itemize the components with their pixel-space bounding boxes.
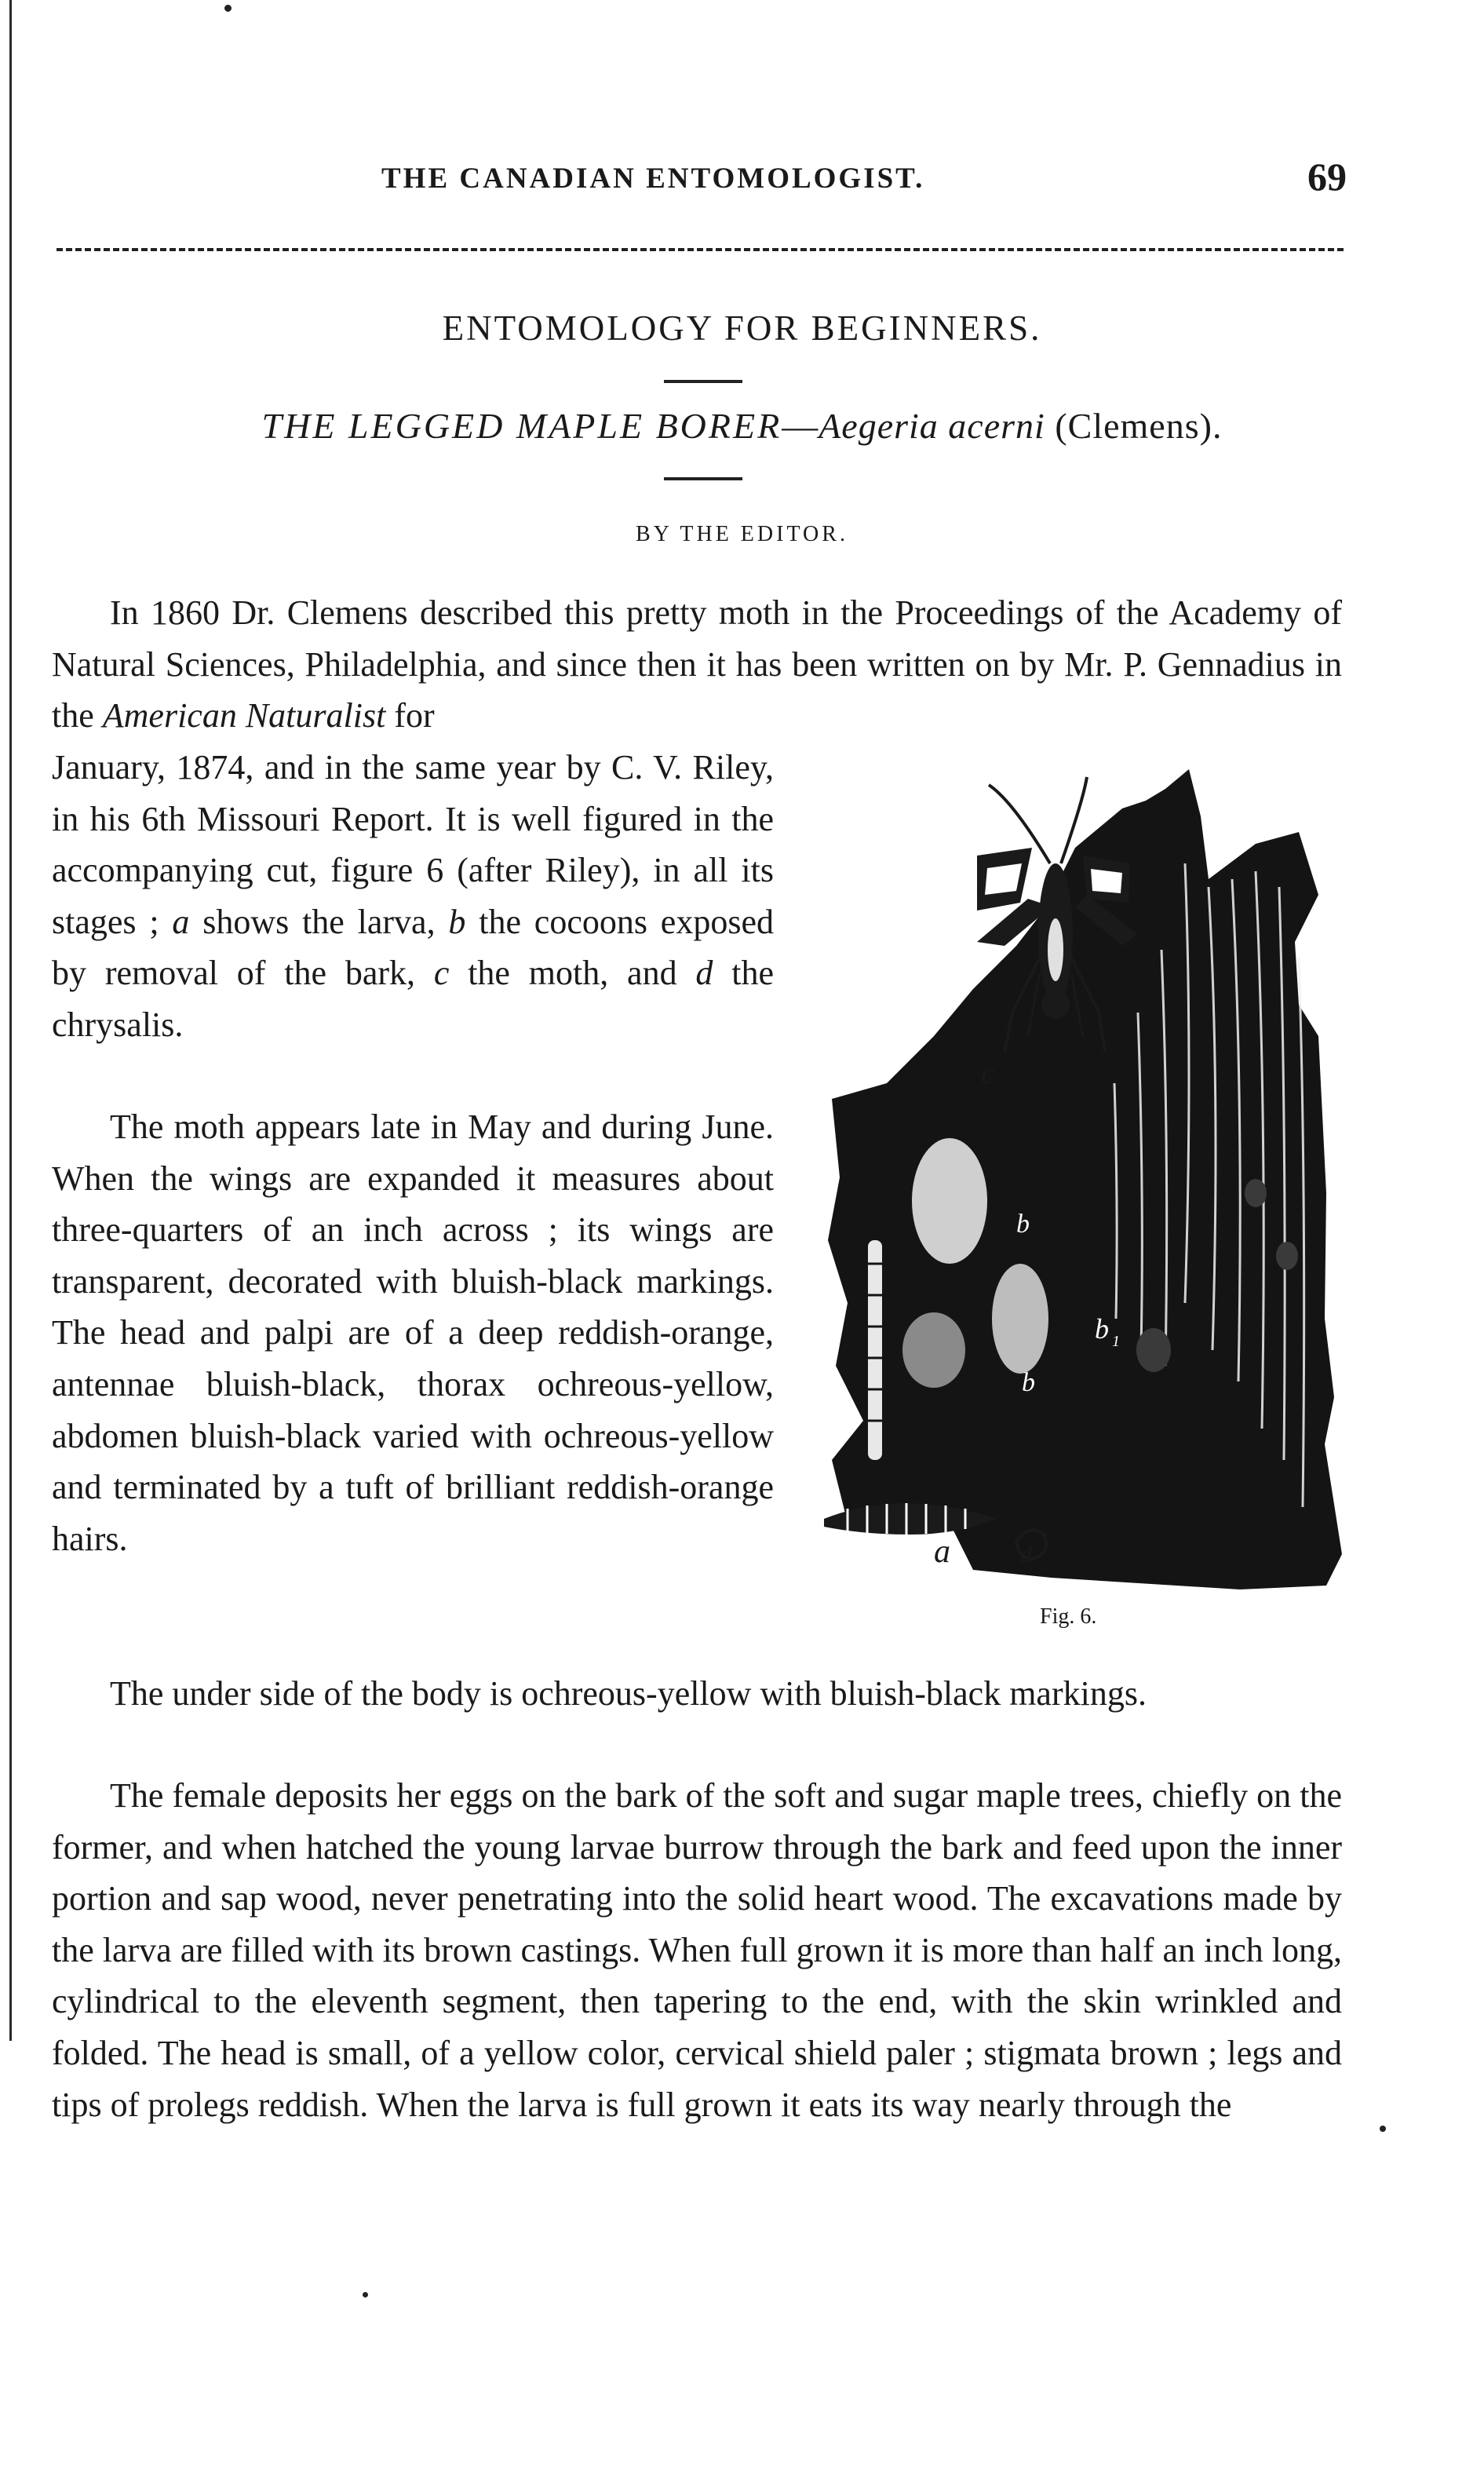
figure-label-b: b [1022,1368,1035,1397]
chrysalis-in-bark [868,1240,882,1460]
article-title-dash: — [782,406,819,446]
figure-ref-letter: c [433,954,450,993]
article-title-scientific-name: Aegeria acerni [819,406,1045,446]
ink-speck [363,2292,368,2297]
paragraph-underside: The under side of the body is ochreous-yellow with bluish-black markings. [110,1674,1147,1713]
paragraph-intro-continued [52,742,774,1051]
article-title-authority: (Clemens). [1045,406,1223,446]
page-edge-line [9,0,12,2041]
cocoon-cavity [992,1264,1048,1374]
figure-caption: Fig. 6. [1040,1604,1097,1629]
paragraph-text: for [385,696,435,735]
byline: BY THE EDITOR. [636,522,848,546]
paragraph-text: the cocoons exposed by removal of the bark, [52,902,774,993]
paragraph-life-history: The female deposits her eggs on the bark of the soft and sugar maple trees, chiefly on the former, and when hatched the young larvae burrow through the bark and feed upon the inner portion and sap wood, never penetrating into the solid heart wood. The excavations made by the larva are filled with its brown castings. When full grown it is more than half an inch long, cylindrical to the eleventh segment, then tapering to the end, with the skin wrinkled and folded. The head is small, of a yellow color, cervical shield paler ; stigmata brown ; legs and tips of prolegs reddish. When the larva is full grown it eats its way nearly through the [52,1776,1342,2124]
figure-label-a: a [934,1534,950,1570]
section-title: ENTOMOLOGY FOR BEGINNERS. [442,308,1042,348]
figure-ref-letter: a [172,902,190,941]
figure-label-b: b [1016,1210,1030,1239]
figure-label-b1: b [1095,1313,1109,1345]
title-rule [664,477,742,480]
maple-borer-figure [816,754,1350,1601]
paragraph-text: January, 1874, and in the same year by C. V. Riley, in his 6th Missouri Report. It is well figured in the accompanying cut, figure 6 (after Riley), in all its stages ; [52,748,774,941]
journal-title: American Naturalist [102,696,386,735]
paragraph-text: shows the larva, [189,902,449,941]
paragraph-text: the chrysalis. [52,954,774,1044]
ink-speck [224,5,232,12]
cocoon-cavity [912,1138,987,1264]
header-rule [57,248,1344,251]
figure-label-b1-subscript: 1 [1112,1333,1120,1350]
figure-label-d: d [1020,1542,1032,1567]
paragraph-intro [52,587,1342,742]
figure-label-c: c [981,1057,994,1090]
article-title [0,405,1484,447]
figure-ref-letter: d [695,954,713,993]
ink-speck [1380,2126,1386,2132]
title-rule [664,380,742,383]
article-title-common-name: THE LEGGED MAPLE BORER [261,406,782,446]
paragraph-text: In 1860 Dr. Clemens described this pretty moth in the Proceedings of the Academy of Natural Sciences, Philadelphia, and since then it has been written on by Mr. P. Gennadius in the [52,593,1342,735]
running-head: THE CANADIAN ENTOMOLOGIST. [381,162,925,195]
figure-ref-letter: b [448,902,466,941]
page-number: 69 [1307,155,1347,199]
paragraph-text: the moth, and [449,954,696,993]
paragraph-moth-description: The moth appears late in May and during June. When the wings are expanded it measures about three-quarters of an inch across ; its wings are transparent, decorated with bluish-black markings. The head and palpi are of a deep reddish-orange, antennae bluish-black, thorax ochreous-yellow, abdomen bluish-black varied with ochreous-yellow and terminated by a tuft of brilliant reddish-orange hairs. [52,1108,774,1558]
bark-illustration [828,769,1342,1589]
